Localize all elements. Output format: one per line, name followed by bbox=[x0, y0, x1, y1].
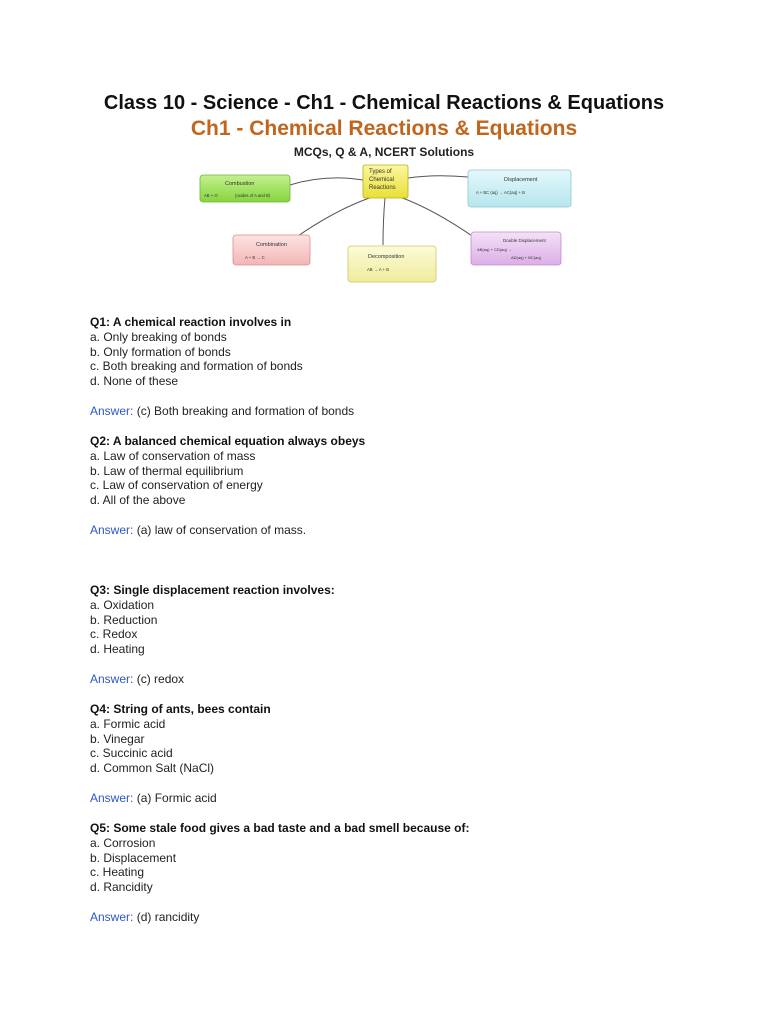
question-text: Q5: Some stale food gives a bad taste and a bad smell because of: bbox=[90, 821, 470, 835]
double-displacement-node bbox=[471, 232, 561, 265]
center-node-line-3: Reactions bbox=[369, 185, 396, 191]
option-d: d. All of the above bbox=[90, 493, 186, 508]
question-block-4 bbox=[90, 702, 271, 806]
answer-label: Answer: bbox=[90, 522, 134, 537]
double-displacement-formula-top: AB(aq) + CD(aq) → bbox=[477, 247, 513, 252]
combustion-label: Combustion bbox=[225, 181, 255, 187]
document-subtitle: Ch1 - Chemical Reactions & Equations bbox=[190, 117, 578, 140]
combustion-formula-left: AB + O bbox=[204, 193, 218, 198]
combustion-formula-right: (oxides of A and B) bbox=[235, 193, 271, 198]
center-node-line-1: Types of bbox=[369, 169, 392, 175]
answer-line bbox=[90, 791, 271, 806]
question-text: Q1: A chemical reaction involves in bbox=[90, 315, 292, 329]
combustion-node bbox=[200, 175, 290, 202]
decomposition-node bbox=[348, 246, 436, 282]
answer-line bbox=[90, 672, 335, 687]
center-node bbox=[363, 165, 408, 198]
option-a: a. Corrosion bbox=[90, 835, 156, 850]
center-node-line-2: Chemical bbox=[369, 177, 395, 183]
option-c: c. Succinic acid bbox=[90, 746, 173, 761]
document-title: Class 10 - Science - Ch1 - Chemical Reactions & Equations bbox=[103, 92, 665, 114]
double-displacement-label: Double Displacement bbox=[503, 238, 546, 243]
reaction-types-mind-map bbox=[195, 160, 575, 290]
option-b: b. Only formation of bonds bbox=[90, 344, 231, 359]
question-text: Q3: Single displacement reaction involves: bbox=[90, 583, 335, 597]
decomposition-formula: AB → A + B bbox=[367, 267, 389, 272]
answer-text: (c) redox bbox=[133, 671, 185, 686]
answer-text: (d) rancidity bbox=[133, 909, 200, 924]
double-displacement-formula-bottom: AD(aq) + BC(aq) bbox=[511, 255, 541, 260]
answer-label: Answer: bbox=[90, 671, 134, 686]
question-text: Q2: A balanced chemical equation always obeys bbox=[90, 434, 366, 448]
option-d: d. None of these bbox=[90, 374, 179, 389]
option-d: d. Common Salt (NaCl) bbox=[90, 761, 215, 776]
option-c: c. Both breaking and formation of bonds bbox=[90, 359, 303, 374]
option-c: c. Heating bbox=[90, 865, 145, 880]
document-tagline: MCQs, Q & A, NCERT Solutions bbox=[293, 145, 475, 159]
displacement-label: Displacement bbox=[504, 177, 538, 183]
option-a: a. Law of conservation of mass bbox=[90, 448, 256, 463]
question-text: Q4: String of ants, bees contain bbox=[90, 702, 271, 716]
question-block-5 bbox=[90, 821, 469, 925]
answer-text: (a) law of conservation of mass. bbox=[133, 522, 307, 537]
option-b: b. Reduction bbox=[90, 612, 158, 627]
option-a: a. Formic acid bbox=[90, 716, 166, 731]
answer-label: Answer: bbox=[90, 790, 134, 805]
combination-formula: A + B → C bbox=[245, 255, 265, 260]
combination-label: Combination bbox=[256, 242, 287, 248]
option-d: d. Heating bbox=[90, 642, 145, 657]
decomposition-label: Decomposition bbox=[368, 254, 405, 260]
option-b: b. Vinegar bbox=[90, 731, 145, 746]
answer-line bbox=[90, 910, 469, 925]
answer-line bbox=[90, 404, 354, 419]
answer-text: (a) Formic acid bbox=[133, 790, 217, 805]
question-block-2 bbox=[90, 434, 365, 538]
option-a: a. Only breaking of bonds bbox=[90, 329, 227, 344]
displacement-node bbox=[468, 170, 571, 207]
option-c: c. Law of conservation of energy bbox=[90, 478, 263, 493]
option-d: d. Rancidity bbox=[90, 880, 153, 895]
question-block-3 bbox=[90, 583, 335, 687]
option-b: b. Law of thermal equilibrium bbox=[90, 463, 244, 478]
answer-text: (c) Both breaking and formation of bonds bbox=[133, 403, 355, 418]
combination-node bbox=[233, 235, 310, 265]
answer-label: Answer: bbox=[90, 403, 134, 418]
answer-line bbox=[90, 523, 365, 538]
answer-label: Answer: bbox=[90, 909, 134, 924]
option-c: c. Redox bbox=[90, 627, 138, 642]
option-a: a. Oxidation bbox=[90, 597, 155, 612]
displacement-formula: A + BC (aq) → AC(aq) + B bbox=[476, 190, 525, 195]
option-b: b. Displacement bbox=[90, 850, 177, 865]
question-block-1 bbox=[90, 315, 354, 419]
